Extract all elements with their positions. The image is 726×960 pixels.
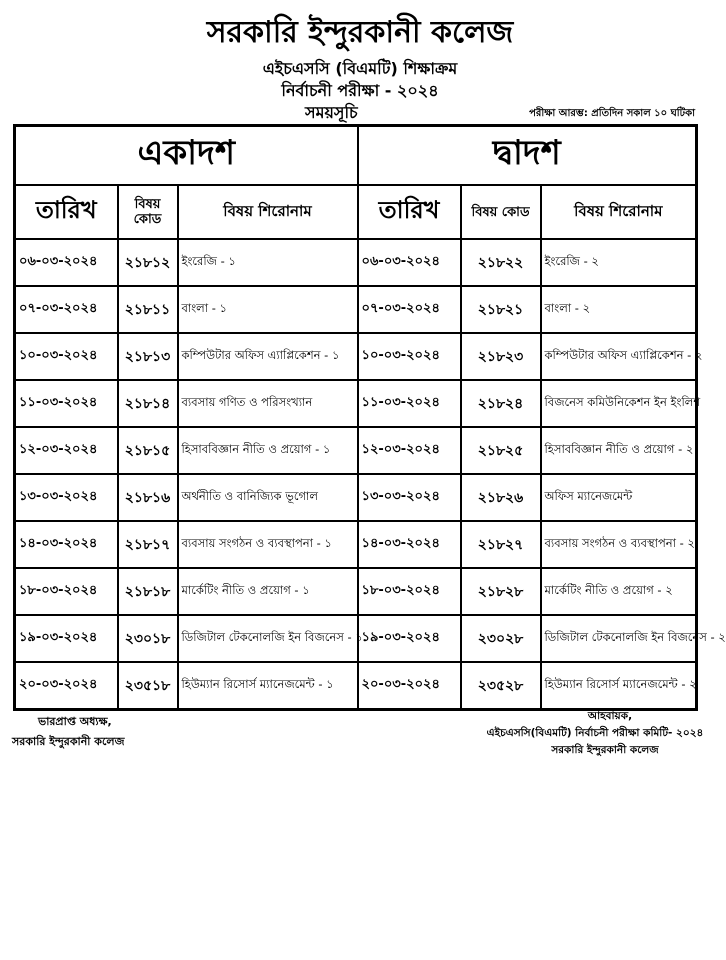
xii-subject-code: ২১৮২১: [461, 286, 541, 333]
xi-exam-date: ১১-০৩-২০২৪: [15, 380, 118, 427]
xii-subject-code: ২৩০২৮: [461, 615, 541, 662]
xi-subject-title: মার্কেটিং নীতি ও প্রয়োগ - ১: [178, 568, 358, 615]
convener-title: আহবায়ক,: [587, 710, 633, 722]
xi-subject-code: ২১৮১২: [118, 239, 178, 286]
xii-subject-code: ২১৮২৫: [461, 427, 541, 474]
xi-exam-date: ১৪-০৩-২০২৪: [15, 521, 118, 568]
convener-signature-block: [486, 708, 720, 759]
xi-exam-date: ১০-০৩-২০২৪: [15, 333, 118, 380]
xii-exam-date: ১০-০৩-২০২৪: [358, 333, 461, 380]
column-header-subject: বিষয় শিরোনাম: [541, 185, 697, 239]
xi-subject-code: ২১৮১৩: [118, 333, 178, 380]
principal-org: সরকারি ইন্দুরকানী কলেজ: [12, 735, 125, 748]
xii-exam-date: ০৭-০৩-২০২৪: [358, 286, 461, 333]
xi-exam-date: ২০-০৩-২০২৪: [15, 662, 118, 710]
xi-subject-title: বাংলা - ১: [178, 286, 358, 333]
schedule-label: সময়সূচি: [305, 103, 358, 122]
column-header-date: তারিখ: [15, 185, 118, 239]
xi-exam-date: ১৮-০৩-২০২৪: [15, 568, 118, 615]
xii-exam-date: ১৩-০৩-২০২৪: [358, 474, 461, 521]
xii-subject-title: ব্যবসায় সংগঠন ও ব্যবস্থাপনা - ২: [541, 521, 697, 568]
xii-exam-date: ১৪-০৩-২০২৪: [358, 521, 461, 568]
table-row: [15, 662, 697, 710]
xii-subject-title: হিসাববিজ্ঞান নীতি ও প্রয়োগ - ২: [541, 427, 697, 474]
xi-exam-date: ১৯-০৩-২০২৪: [15, 615, 118, 662]
exam-routine-table: [13, 124, 726, 711]
xi-subject-code: ২১৮১৪: [118, 380, 178, 427]
xi-subject-title: হিসাববিজ্ঞান নীতি ও প্রয়োগ - ১: [178, 427, 358, 474]
table-row: [15, 333, 697, 380]
xi-subject-title: ব্যবসায় সংগঠন ও ব্যবস্থাপনা - ১: [178, 521, 358, 568]
xii-subject-title: মার্কেটিং নীতি ও প্রয়োগ - ২: [541, 568, 697, 615]
table-row: [15, 615, 697, 662]
xi-subject-title: কম্পিউটার অফিস এ্যাপ্লিকেশন - ১: [178, 333, 358, 380]
table-row: [15, 427, 697, 474]
xii-exam-date: ২০-০৩-২০২৪: [358, 662, 461, 710]
program-title: এইচএসসি (বিএমটি) শিক্ষাক্রম: [262, 59, 458, 78]
xi-subject-code: ২৩৫১৮: [118, 662, 178, 710]
principal-signature-block: [12, 712, 124, 752]
xii-exam-date: ০৬-০৩-২০২৪: [358, 239, 461, 286]
convener-org: সরকারি ইন্দুরকানী কলেজ: [551, 744, 659, 756]
xi-subject-title: হিউম্যান রিসোর্স ম্যানেজমেন্ট - ১: [178, 662, 358, 710]
group-heading-xi: একাদশ: [15, 126, 358, 186]
xi-subject-code: ২১৮১৭: [118, 521, 178, 568]
xii-exam-date: ১৮-০৩-২০২৪: [358, 568, 461, 615]
xi-subject-title: ডিজিটাল টেকনোলজি ইন বিজনেস - ১: [178, 615, 358, 662]
exam-start-note: পরীক্ষা আরম্ভ: প্রতিদিন সকাল ১০ ঘটিকা: [529, 108, 695, 119]
xi-subject-code: ২১৮১৫: [118, 427, 178, 474]
xii-subject-code: ২১৮২৭: [461, 521, 541, 568]
xii-subject-title: ডিজিটাল টেকনোলজি ইন বিজনেস - ২: [541, 615, 697, 662]
column-header-code: বিষয় কোড: [461, 185, 541, 239]
xi-subject-code: ২১৮১৬: [118, 474, 178, 521]
xi-subject-code: ২১৮১১: [118, 286, 178, 333]
college-title: সরকারি ইন্দুরকানী কলেজ: [206, 15, 514, 50]
xi-exam-date: ১৩-০৩-২০২৪: [15, 474, 118, 521]
xi-exam-date: ০৭-০৩-২০২৪: [15, 286, 118, 333]
xii-subject-title: অফিস ম্যানেজমেন্ট: [541, 474, 697, 521]
xii-subject-title: বাংলা - ২: [541, 286, 697, 333]
xii-subject-title: ইংরেজি - ২: [541, 239, 697, 286]
xii-subject-code: ২১৮২২: [461, 239, 541, 286]
xii-exam-date: ১১-০৩-২০২৪: [358, 380, 461, 427]
xii-subject-title: হিউম্যান রিসোর্স ম্যানেজমেন্ট - ২: [541, 662, 697, 710]
xii-exam-date: ১২-০৩-২০২৪: [358, 427, 461, 474]
xii-subject-title: বিজনেস কমিউনিকেশন ইন ইংলিশ: [541, 380, 697, 427]
xii-exam-date: ১৯-০৩-২০২৪: [358, 615, 461, 662]
xii-subject-code: ২১৮২৪: [461, 380, 541, 427]
xii-subject-code: ২৩৫২৮: [461, 662, 541, 710]
principal-title: ভারপ্রাপ্ত অধ্যক্ষ,: [38, 715, 112, 728]
xii-subject-title: কম্পিউটার অফিস এ্যাপ্লিকেশন - ২: [541, 333, 697, 380]
xi-subject-code: ২১৮১৮: [118, 568, 178, 615]
xi-subject-code: ২৩০১৮: [118, 615, 178, 662]
xi-exam-date: ১২-০৩-২০২৪: [15, 427, 118, 474]
column-header-date: তারিখ: [358, 185, 461, 239]
table-row: [15, 568, 697, 615]
column-header-subject: বিষয় শিরোনাম: [178, 185, 358, 239]
table-row: [15, 286, 697, 333]
table-row: [15, 521, 697, 568]
convener-committee: এইচএসসি(বিএমটি) নির্বাচনী পরীক্ষা কমিটি- ২০২৪: [486, 727, 704, 739]
xi-subject-title: ব্যবসায় গণিত ও পরিসংখ্যান: [178, 380, 358, 427]
xi-subject-title: ইংরেজি - ১: [178, 239, 358, 286]
xii-subject-code: ২১৮২৮: [461, 568, 541, 615]
xi-exam-date: ০৬-০৩-২০২৪: [15, 239, 118, 286]
xii-subject-code: ২১৮২৬: [461, 474, 541, 521]
xi-subject-title: অর্থনীতি ও বানিজ্যিক ভূগোল: [178, 474, 358, 521]
table-row: [15, 474, 697, 521]
table-row: [15, 380, 697, 427]
column-header-code: বিষয় কোড: [118, 185, 178, 239]
exam-title: নির্বাচনী পরীক্ষা - ২০২৪: [281, 81, 439, 100]
group-heading-xii: দ্বাদশ: [358, 126, 697, 186]
xii-subject-code: ২১৮২৩: [461, 333, 541, 380]
table-row: [15, 239, 697, 286]
